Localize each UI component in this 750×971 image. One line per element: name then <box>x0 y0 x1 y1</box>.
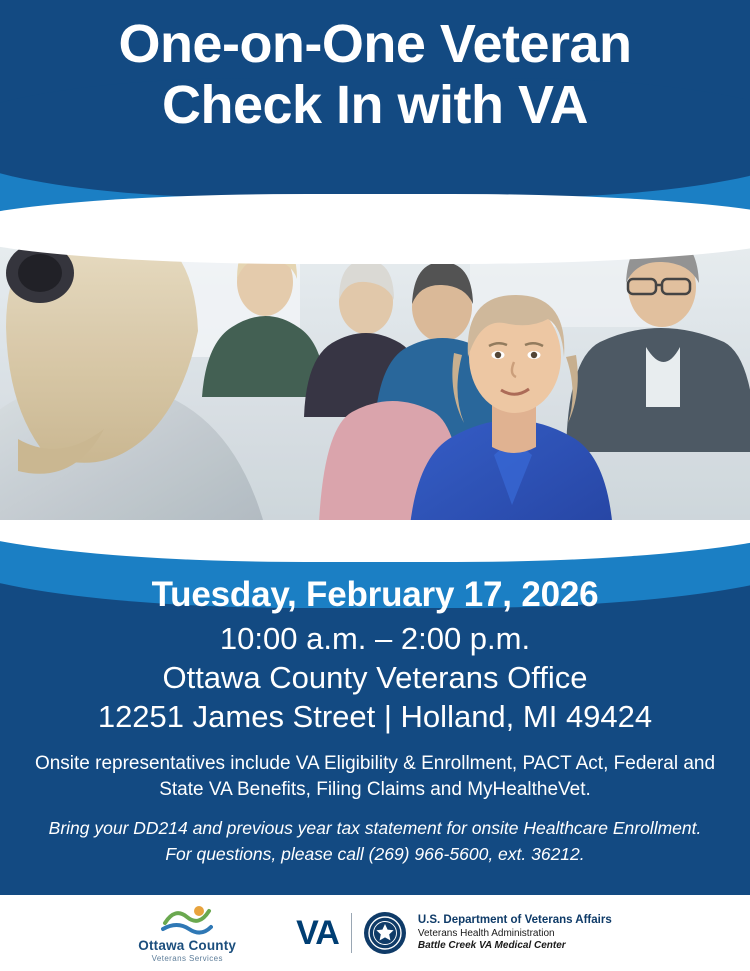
page-title <box>0 14 750 136</box>
event-address: 12251 James Street | Holland, MI 49424 <box>97 699 653 734</box>
va-logo-group <box>296 912 612 954</box>
ottawa-county-logo <box>138 903 236 963</box>
va-wordmark: VA <box>296 913 339 952</box>
title-line-2: Check In with VA <box>161 75 589 136</box>
ottawa-county-name: Ottawa County <box>138 938 237 954</box>
event-details <box>0 575 750 867</box>
stripe-bottom-mask <box>0 194 750 264</box>
event-date: Tuesday, February 17, 2026 <box>151 575 599 614</box>
va-divider <box>351 913 352 953</box>
va-administration: Veterans Health Administration <box>417 927 555 939</box>
va-facility: Battle Creek VA Medical Center <box>417 939 566 951</box>
va-text-block <box>418 914 612 952</box>
footer-logos <box>0 895 750 971</box>
event-note-contact: For questions, please call (269) 966-5600, ext. 36212. <box>165 843 585 864</box>
event-representatives: Onsite representatives include VA Eligibility & Enrollment, PACT Act, Federal and State VA Benefits, Filing Claims and MyHealtheVet. <box>34 753 716 800</box>
ottawa-county-mark-icon <box>161 903 213 935</box>
va-seal-icon <box>364 912 406 954</box>
event-time: 10:00 a.m. – 2:00 p.m. <box>219 621 531 656</box>
ottawa-county-sub: Veterans Services <box>151 953 223 963</box>
va-department: U.S. Department of Veterans Affairs <box>417 914 612 927</box>
title-line-1: One-on-One Veteran <box>118 14 632 74</box>
accent-stripe <box>0 150 750 212</box>
event-venue: Ottawa County Veterans Office <box>162 660 588 695</box>
event-note-documents: Bring your DD214 and previous year tax statement for onsite Healthcare Enrollment. <box>48 818 702 839</box>
